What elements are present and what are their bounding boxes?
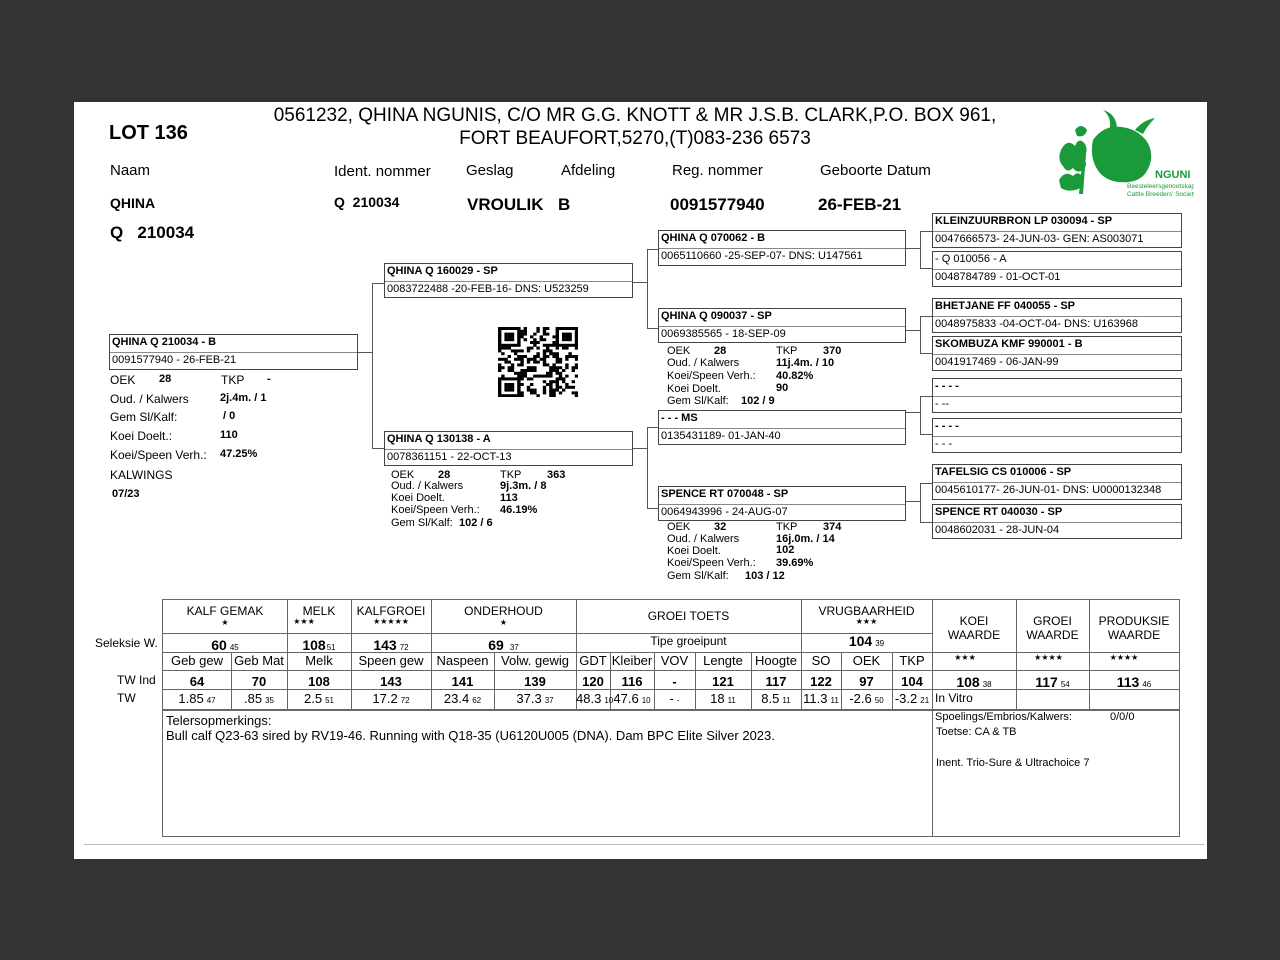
dam-dam-box [658,486,906,521]
col-label: Volw. gewig [501,653,569,668]
sire-sire-box [658,230,906,266]
stars-koei-waarde: ★★★ [954,653,976,662]
col-label: Geb Mat [234,653,284,668]
sire-dam-oud-label: Oud. / Kalwers [667,357,740,369]
col-label: Speen gew [358,653,424,668]
tw-ind-value: 122 [810,674,832,689]
subject-koei-speen-label: Koei/Speen Verh.: [110,448,207,462]
lot-number: LOT 136 [109,122,188,144]
dam-koei-doelt: 113 [500,492,518,504]
gen3-5-line-2: - -- [935,398,950,410]
col-label: Hoogte [755,653,797,668]
label-reg: Reg. nommer [672,162,763,179]
gen3-box-1 [932,213,1182,248]
gen3-box-7 [932,464,1182,500]
col-label: SO [811,653,831,668]
label-ident: Ident. nommer [334,163,431,180]
tw-ind-value: 116 [621,674,643,689]
seleksie-vrugbaarheid: 104 39 [848,633,885,649]
sire-dam-koei-speen: 40.82% [776,370,814,382]
dam-dam-koei-speen-label: Koei/Speen Verh.: [667,557,756,569]
dam-dam-oek-label: OEK [667,521,691,533]
seleksie-onderhoud: 69 37 [488,637,519,653]
sire-dam-line-2: 0069385565 - 18-SEP-09 [661,328,786,340]
tw-value: 48.3 10 [576,691,614,706]
koei-waarde-value: 108 38 [956,674,992,690]
dam-gem-label: Gem Sl/Kalf: [391,517,453,529]
gen3-6-line-1: - - - - [935,420,959,432]
col-label: TKP [899,653,925,668]
col-label: Kleiber [611,653,653,668]
spoelings-label: Spoelings/Embrios/Kalwers: [935,711,1072,723]
tw-ind-value: - [672,674,677,689]
header-groei-toets: GROEI TOETS [647,609,730,623]
subject-koei-doelt-label: Koei Doelt.: [110,429,173,443]
logo-line-2: Cattle Breeders' Society [1127,191,1194,198]
breeder-line-2: FORT BEAUFORT,5270,(T)083-236 6573 [459,128,811,149]
ident-number: Q 210034 [334,194,400,210]
produksie-waarde-value: 113 46 [1116,674,1152,690]
gen3-box-5 [932,378,1182,413]
tw-value: 8.5 11 [761,691,791,706]
gen3-2-line-1: - Q 010056 - A [935,253,1007,265]
subject-oud-label: Oud. / Kalwers [110,392,189,406]
tw-value: 37.3 37 [516,691,554,706]
gen3-7-line-1: TAFELSIG CS 010006 - SP [935,466,1072,478]
dam-dam-koei-doelt: 102 [776,544,795,556]
subject-gem: / 0 [223,410,236,422]
tw-ind-value: 104 [901,674,923,689]
tw-value: 23.4 62 [443,691,482,706]
groei-waarde-value: 117 54 [1035,674,1070,690]
sire-line-1: QHINA Q 160029 - SP [387,265,498,277]
subject-oud: 2j.4m. / 1 [220,392,267,404]
sire-sire-line-1: QHINA Q 070062 - B [661,232,766,244]
tw-ind-value: 120 [582,674,604,689]
col-label: Melk [305,653,333,668]
dam-box [384,431,633,466]
row-label-twind: TW Ind [117,673,156,687]
dam-dam-oud-label: Oud. / Kalwers [667,533,740,545]
gen3-8-line-2: 0048602031 - 28-JUN-04 [935,524,1060,536]
spoelings-value: 0/0/0 [1110,711,1135,723]
dam-dam-tkp: 374 [823,521,842,533]
qr-code-icon [498,327,578,397]
dam-oek-label: OEK [391,469,415,481]
dam-dam-gem-label: Gem Sl/Kalf: [667,570,729,582]
qr-code [498,327,578,397]
gen3-box-8 [932,504,1182,539]
remarks-text: Bull calf Q23-63 sired by RV19-46. Running with Q18-35 (U6120U005 (DNA). Dam BPC Elite Silver 2023. [166,728,775,743]
header-kalf-gemak: KALF GEMAK [186,604,264,618]
label-naam: Naam [110,162,151,179]
tw-ind-value: 141 [451,674,474,689]
logo-title: NGUNI [1155,169,1191,181]
dam-koei-doelt-label: Koei Doelt. [391,492,445,504]
sire-dam-koei-doelt: 90 [776,382,789,394]
dam-koei-speen: 46.19% [500,504,538,516]
subject-koei-doelt: 110 [220,429,238,441]
subject-oek: 28 [159,373,172,385]
sire-dam-tkp: 370 [823,345,842,357]
toetse: Toetse: CA & TB [936,726,1017,738]
dam-dam-koei-doelt-label: Koei Doelt. [667,545,721,557]
sire-dam-koei-speen-label: Koei/Speen Verh.: [667,370,756,382]
stars-groei-waarde: ★★★★ [1034,653,1063,662]
lot-sheet [74,102,1207,859]
tw-ind-value: 117 [765,674,787,689]
tw-value: 11.3 11 [803,691,839,706]
gender: VROULIK [467,195,544,214]
subject-box [109,334,358,370]
label-geboorte: Geboorte Datum [820,162,931,179]
col-label: GDT [579,653,607,668]
seleksie-kalf-gemak: 60 45 [211,637,239,653]
gen3-3-line-1: BHETJANE FF 040055 - SP [935,300,1075,312]
sire-dam-oek-label: OEK [667,345,691,357]
tw-value: 1.85 47 [178,691,216,706]
header-onderhoud: ONDERHOUD [464,604,543,618]
tw-ind-value: 64 [189,674,205,689]
sire-box [384,263,633,298]
nguni-logo [1049,110,1194,205]
header-produksie-waarde-1: PRODUKSIE [1098,614,1170,628]
sire-dam-oud: 11j.4m. / 10 [776,357,835,369]
col-label: Lengte [703,653,743,668]
subject-gem-label: Gem Sl/Kalf: [110,410,178,424]
breeder-line-1: 0561232, QHINA NGUNIS, C/O MR G.G. KNOTT & MR J.S.B. CLARK,P.O. BOX 961, [273,105,997,126]
col-label: Naspeen [436,653,489,668]
sire-dam-line-1: QHINA Q 090037 - SP [661,310,772,322]
gen3-2-line-2: 0048784789 - 01-OCT-01 [935,271,1061,283]
tw-value: 18 11 [710,691,736,706]
animal-name: QHINA [110,195,156,211]
stars-melk: ★★★ [293,617,315,626]
subject-tkp-label: TKP [221,373,245,387]
ident-big: Q 210034 [110,223,195,242]
dam-oud-label: Oud. / Kalwers [391,480,464,492]
gen3-1-line-1: KLEINZUURBRON LP 030094 - SP [935,215,1113,227]
tw-value: 47.6 10 [613,691,651,706]
gen3-box-2 [932,251,1182,287]
label-geslag: Geslag [466,162,514,179]
gen3-5-line-1: - - - - [935,380,959,392]
sire-dam-gem: 102 / 9 [741,395,775,407]
remarks-title: Telersopmerkings: [166,713,272,728]
logo-line-1: Beesteleersgenootskap [1127,183,1194,190]
dam-sire-line-2: 0135431189- 01-JAN-40 [661,430,781,442]
birth-date: 26-FEB-21 [818,195,902,214]
stars-kalf-gemak: ★ [221,618,229,627]
dam-sire-box [658,410,906,445]
dam-oud: 9j.3m. / 8 [500,480,547,492]
subject-koei-speen: 47.25% [220,448,258,460]
gen3-1-line-2: 0047666573- 24-JUN-03- GEN: AS003071 [935,233,1144,245]
sire-dam-gem-label: Gem Sl/Kalf: [667,395,729,407]
col-label: Geb gew [170,653,224,668]
sire-dam-tkp-label: TKP [776,345,798,357]
sire-sire-line-2: 0065110660 -25-SEP-07- DNS: U147561 [661,250,863,262]
label-afdeling: Afdeling [561,162,616,179]
gen3-8-line-1: SPENCE RT 040030 - SP [935,506,1063,518]
dam-dam-oek: 32 [714,521,727,533]
dam-tkp-label: TKP [500,469,522,481]
dam-line-2: 0078361151 - 22-OCT-13 [387,451,512,463]
header-groei-waarde-2: WAARDE [1026,628,1079,642]
tw-value: -3.2 21 [894,691,930,706]
sire-dam-koei-doelt-label: Koei Doelt. [667,383,721,395]
stars-kalfgroei: ★★★★★ [373,617,409,626]
tw-ind-value: 139 [524,674,546,689]
gen3-3-line-2: 0048975833 -04-OCT-04- DNS: U163968 [935,318,1139,330]
dam-sire-line-1: - - - MS [661,412,698,424]
dam-tkp: 363 [547,469,566,481]
in-vitro: In Vitro [935,691,973,705]
tipe-groeipunt: Tipe groeipunt [650,634,727,648]
dam-dam-koei-speen: 39.69% [776,557,814,569]
header-koei-waarde-2: WAARDE [947,628,1001,642]
subject-line-1: QHINA Q 210034 - B [112,336,217,348]
tw-ind-value: 70 [251,674,267,689]
header-vrugbaarheid: VRUGBAARHEID [818,604,915,618]
gen3-4-line-1: SKOMBUZA KMF 990001 - B [935,338,1083,350]
gen3-box-6 [932,418,1182,453]
sire-dam-box [658,308,906,343]
header-koei-waarde-1: KOEI [959,614,989,628]
dam-koei-speen-label: Koei/Speen Verh.: [391,504,480,516]
header-kalfgroei: KALFGROEI [356,604,426,618]
gen3-7-line-2: 0045610177- 26-JUN-01- DNS: U0000132348 [935,484,1162,496]
gen3-box-4 [932,336,1182,371]
dam-dam-oud: 16j.0m. / 14 [776,533,835,545]
subject-line-2: 0091577940 - 26-FEB-21 [112,354,237,366]
section: B [558,195,571,214]
sire-dam-oek: 28 [714,345,727,357]
header-melk: MELK [302,604,336,618]
tw-ind-value: 108 [308,674,330,689]
gen3-6-line-2: - - - [935,438,953,450]
dam-dam-gem: 103 / 12 [745,570,785,582]
tw-value: 17.2 72 [372,691,410,706]
tw-ind-value: 121 [712,674,734,689]
dam-gem: 102 / 6 [459,517,493,529]
tw-ind-value: 143 [380,674,402,689]
dam-line-1: QHINA Q 130138 - A [387,433,491,445]
header-groei-waarde-1: GROEI [1033,614,1072,628]
row-label-seleksie: Seleksie W. [95,636,158,650]
seleksie-melk: 10851 [302,637,336,653]
stars-onderhoud: ★ [499,618,508,627]
tw-value: - - [669,691,680,706]
nguni-logo-icon [1049,110,1194,205]
kalwings-value: 07/23 [112,488,140,500]
stars-produksie-waarde: ★★★★ [1109,653,1139,662]
tw-value: .85 35 [244,691,274,706]
tw-ind-value: 97 [859,674,874,689]
stars-vrugbaarheid: ★★★ [855,617,878,626]
dam-dam-line-2: 0064943996 - 24-AUG-07 [661,506,788,518]
dam-dam-tkp-label: TKP [776,521,798,533]
tw-value: -2.6 50 [849,691,884,706]
subject-oek-label: OEK [110,373,136,387]
seleksie-kalfgroei: 143 72 [373,637,409,653]
gen3-box-3 [932,298,1182,333]
inent: Inent. Trio-Sure & Ultrachoice 7 [936,757,1090,769]
subject-tkp: - [267,373,271,385]
col-label: VOV [660,653,689,668]
dam-dam-line-1: SPENCE RT 070048 - SP [661,488,789,500]
col-label: OEK [852,653,881,668]
gen3-4-line-2: 0041917469 - 06-JAN-99 [935,356,1059,368]
header-produksie-waarde-2: WAARDE [1107,628,1161,642]
row-label-tw: TW [117,691,136,705]
sire-line-2: 0083722488 -20-FEB-16- DNS: U523259 [387,283,589,295]
tw-value: 2.5 51 [304,691,334,706]
kalwings-label: KALWINGS [110,468,173,482]
dam-oek: 28 [438,469,451,481]
reg-number: 0091577940 [670,195,765,214]
